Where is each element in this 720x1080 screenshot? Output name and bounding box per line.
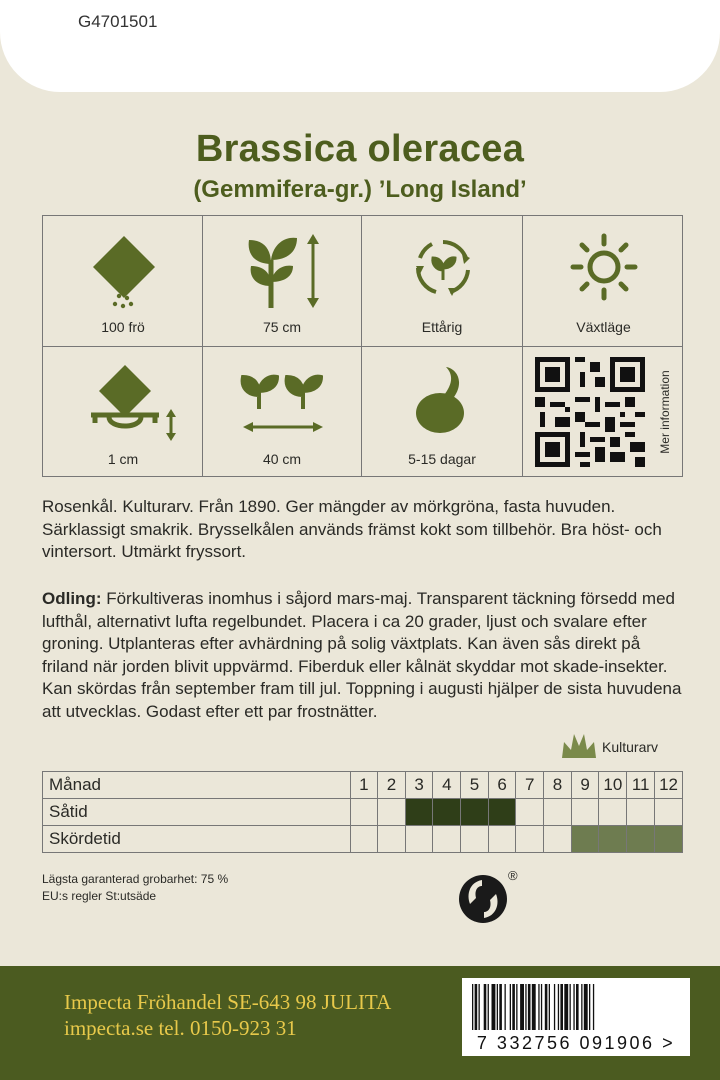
month-2: 2 (378, 772, 406, 799)
month-8: 8 (544, 772, 572, 799)
barcode-number: 7 332756 091906 > (476, 1033, 676, 1053)
seed-packet-icon (89, 232, 159, 312)
cultivation-label: Odling: (42, 589, 102, 608)
plant-height-icon (243, 230, 327, 310)
calendar-cell-month-9 (571, 799, 599, 826)
depth-cell (43, 347, 203, 477)
calendar-cell-month-10 (599, 799, 627, 826)
calendar-cell-month-1 (350, 826, 378, 853)
product-code: G4701501 (78, 12, 158, 31)
green-dot-icon (458, 872, 510, 924)
calendar-cell-month-1 (350, 799, 378, 826)
month-5: 5 (461, 772, 489, 799)
sowing-row (43, 799, 683, 826)
footer-address: Impecta Fröhandel SE-643 98 JULITA (64, 990, 392, 1014)
plant-spacing-icon (237, 369, 329, 437)
regulation: EU:s regler St:utsäde (42, 889, 157, 903)
calendar-cell-month-3 (405, 799, 433, 826)
month-7: 7 (516, 772, 544, 799)
month-9: 9 (571, 772, 599, 799)
month-1: 1 (350, 772, 378, 799)
lifecycle-label: Ettårig (421, 319, 463, 335)
calendar-cell-month-8 (544, 826, 572, 853)
seeds-cell (43, 216, 203, 346)
sowing-row-label: Såtid (43, 799, 351, 826)
sun-icon (569, 232, 639, 302)
variety-name: (Gemmifera-gr.) ’Long Island’ (193, 176, 527, 203)
harvest-row (43, 826, 683, 853)
qr-caption-wrap (655, 357, 675, 467)
cultivation-text: Förkultiveras inomhus i såjord mars-maj. Transparent täckning försedd med lufthål, alternativt lufta regelbundet. Placera i ca 20 grader, ljust och svalare efter groning. Utplanteras efter avhärdning på solig växtplats. Kan även sås direkt på friland när jorden blivit uppvärmd. Fiberduk eller kålnät skyddar mot skade-insekter. Kan skördas från september fram till jul. Toppning i augusti hjälper de sista huvudena att utvecklas. Godast efter ett par frostnätter. (42, 589, 682, 721)
footer-contact: impecta.se tel. 0150-923 31 (64, 1016, 297, 1040)
harvest-row-label: Skördetid (43, 826, 351, 853)
calendar-cell-month-3 (405, 826, 433, 853)
barcode (462, 978, 690, 1056)
annual-cycle-icon (412, 236, 474, 298)
height-cell (203, 216, 361, 346)
calendar-cell-month-5 (461, 799, 489, 826)
spacing-cell (203, 347, 361, 477)
calendar-cell-month-11 (627, 799, 655, 826)
germination-rate: Lägsta garanterad grobarhet: 75 % (42, 872, 229, 886)
calendar-cell-month-6 (488, 826, 516, 853)
description: Rosenkål. Kulturarv. Från 1890. Ger mängder av mörkgröna, fasta huvuden. Särklassigt smakrik. Brysselkålen används främst kokt som tillbehör. Bra höst- och vintersort. Utmärkt fryssort. (42, 497, 662, 562)
calendar-cell-month-7 (516, 799, 544, 826)
calendar-cell-month-4 (433, 799, 461, 826)
heritage-label: Kulturarv (602, 739, 659, 755)
latin-name: Brassica oleracea (195, 128, 525, 170)
calendar-cell-month-12 (655, 826, 683, 853)
barcode-bars (472, 984, 680, 1030)
calendar-cell-month-8 (544, 799, 572, 826)
depth-label: 1 cm (107, 451, 139, 467)
month-11: 11 (627, 772, 655, 799)
sowing-depth-icon (85, 363, 181, 443)
calendar-cell-month-2 (378, 799, 406, 826)
qr-code[interactable] (535, 357, 645, 467)
calendar-header-row (43, 772, 683, 799)
germination-cell (362, 347, 522, 477)
month-header: Månad (43, 772, 351, 799)
month-4: 4 (433, 772, 461, 799)
position-cell (523, 216, 684, 346)
position-label: Växtläge (576, 319, 631, 335)
month-12: 12 (655, 772, 683, 799)
calendar-cell-month-12 (655, 799, 683, 826)
calendar-cell-month-5 (461, 826, 489, 853)
qr-caption: Mer information (658, 370, 672, 454)
calendar-cell-month-4 (433, 826, 461, 853)
month-10: 10 (599, 772, 627, 799)
spacing-label: 40 cm (262, 451, 302, 467)
cultivation (42, 588, 682, 724)
calendar-cell-month-9 (571, 826, 599, 853)
lifecycle-cell (362, 216, 522, 346)
calendar-cell-month-7 (516, 826, 544, 853)
calendar-cell-month-10 (599, 826, 627, 853)
height-label: 75 cm (262, 319, 302, 335)
calendar-cell-month-2 (378, 826, 406, 853)
month-3: 3 (405, 772, 433, 799)
calendar-cell-month-6 (488, 799, 516, 826)
registered-mark: ® (508, 868, 518, 883)
info-grid (42, 215, 683, 477)
sowing-calendar (42, 771, 683, 853)
heritage-badge (560, 730, 690, 766)
germinating-seed-icon (414, 361, 474, 441)
crown-icon (560, 732, 598, 760)
calendar-cell-month-11 (627, 826, 655, 853)
qr-cell (523, 347, 684, 477)
germination-label: 5-15 dagar (408, 451, 476, 467)
month-6: 6 (488, 772, 516, 799)
seeds-label: 100 frö (101, 319, 145, 335)
